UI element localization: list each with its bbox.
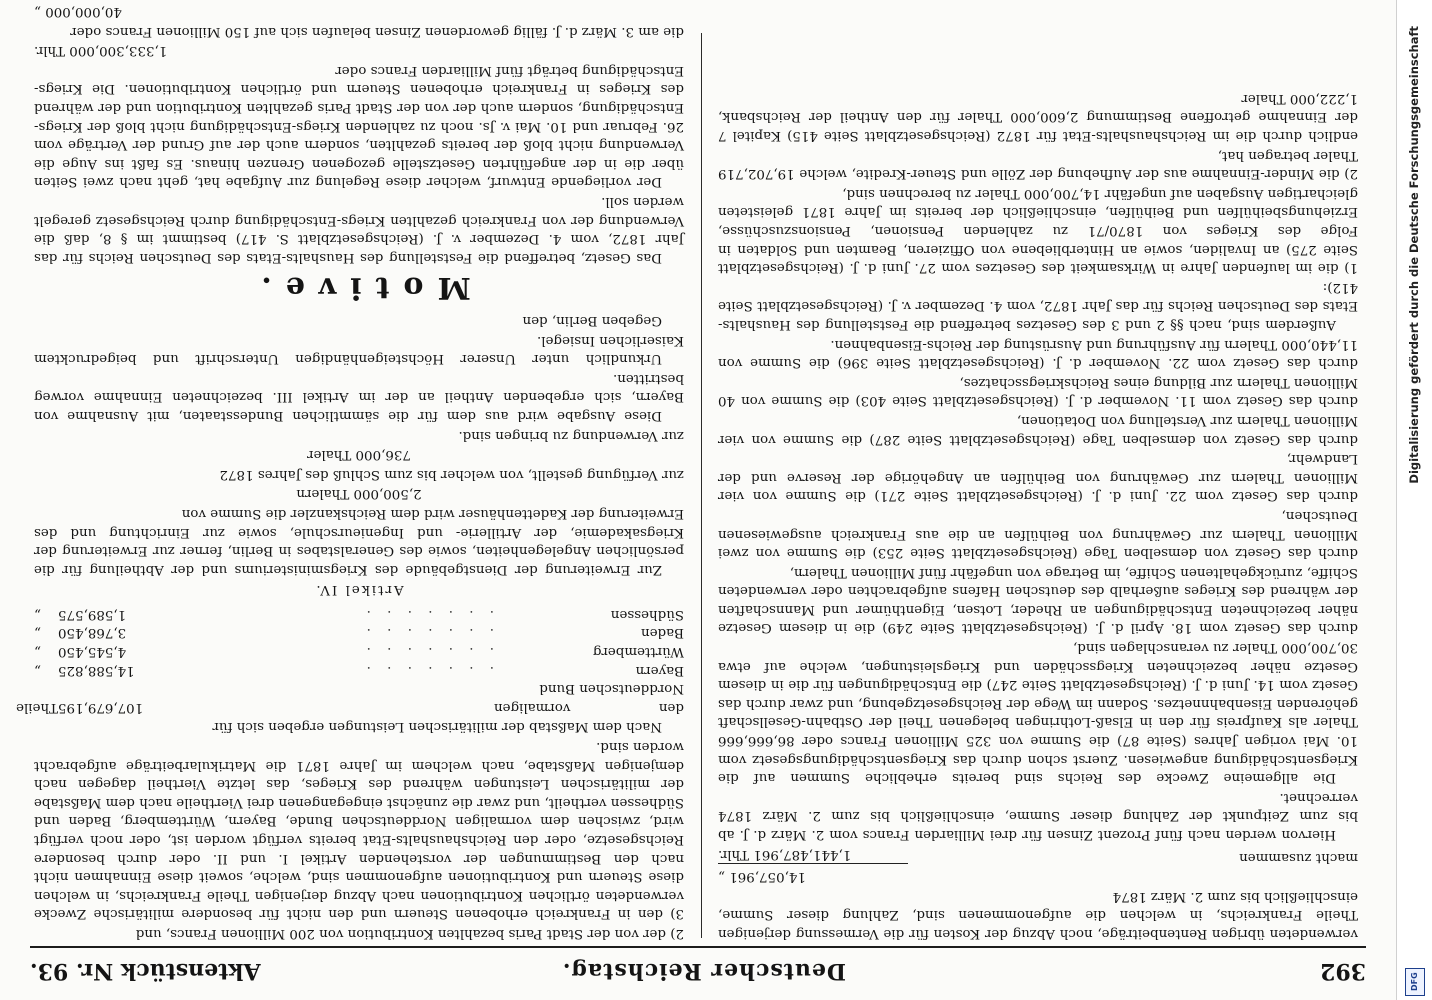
row-value: 107,679,195 — [58, 699, 144, 715]
leader-dots: . . . . . . . — [360, 662, 494, 678]
text-block: Diese Ausgabe wird aus dem für die sämmtlichen Bundesstaaten, mit Ausnahme von Bayern, sich ergebenden Antheil an der im Artikel III. bezeichneten Einnahme vorweg bestritten. — [34, 370, 684, 423]
text-block: durch das Gesetz von demselben Tage (Reichsgesetzblatt Seite 287) die Summe von vier Millionen Thalern zur Verstellung von Dotationen, — [718, 412, 1358, 447]
text-block: 2) die Minder-Einnahme aus der Aufhebung der Zölle und Steuer-Kredite, welche 19,702,719 Thaler betragen hat, — [718, 147, 1358, 182]
allocation-table — [16, 604, 684, 716]
text-block: durch das Gesetz von demselben Tage (Reichsgesetzblatt Seite 253) die Summe von zwei Millionen Thalern zur Gewährung von Beihülfen an die aus Frankreich ausgewiesenen Deutschen, — [718, 507, 1358, 561]
text-block: Gegeben Berlin, den — [522, 313, 662, 328]
row-unit: „ — [34, 662, 41, 678]
row-name: Südhessen — [610, 606, 684, 622]
text-block: Urkundlich unter Unserer Höchsteigenhändigen Unterschrift und beigedrucktem Kaiserlichen Insiegel. — [34, 332, 684, 367]
row-unit: „ — [34, 625, 41, 641]
row-name: Bayern — [635, 662, 684, 678]
row-value: 14,588,825 — [58, 662, 135, 678]
sum-line — [34, 41, 684, 60]
row-unit: „ — [34, 606, 41, 622]
text-block: durch das Gesetz vom 22. Juni d. J. (Reichsgesetzblatt Seite 271) die Summe von vier Millionen Thalern zur Gewährung von Beihülfen an Angehörige der Reserve und der Landwehr, — [718, 451, 1358, 504]
row-value: 4,545,450 — [58, 644, 127, 660]
table-row — [34, 642, 684, 661]
text-block: 2) der von der Stadt Paris bezahlten Kontribution von 200 Millionen Francs, und — [135, 926, 684, 941]
table-row — [34, 660, 684, 679]
amount-line: 2,500,000 Thalern — [296, 486, 422, 502]
text-block: verwendeten übrigen Rentenbeiträge, noch Abzug der Kosten für die Vermessung derjenigen Theile Frankreichs, in welchen die aufgenommenen sind, Zahlung dieser Summe, einschließlich bis zum 2. März 1874 — [718, 888, 1358, 941]
text-block: Die allgemeine Zwecke des Reichs sind bereits erhebliche Summen auf die Kriegsentschädigung angewiesen. Zuerst schon durch das Kriegsentschädigungsgesetz vom 10. Mai vorigen Jahres (Seite 87) die Summe von 325 Millionen Francs oder 86,666,666 Thaler als Kaufpreis für den in Elsaß-Lothringen belegenen Theil der Ostbahn-Gesellschaft gehörenden Eisenbahnnetzes. Sodann im Wege der Reichsgesetzgebung, und zwar durch das Gesetz vom 14. Juni d. J. (Reichsgesetzblatt Seite 247) die Entschädigungen für die in diesem Gesetze näher bezeichneten Kriegsschäden und Kriegsleistungen, welche auf etwa 30,700,000 Thaler zu veranschlagen sind, — [718, 640, 1358, 786]
row-unit: Theile — [16, 699, 58, 715]
sum-line — [718, 867, 1358, 886]
leader-dots — [198, 679, 494, 716]
row-unit: „ — [34, 644, 41, 660]
text-block: die am 3. März d. J. fällig gewordenen Zinsen belaufen sich auf 150 Millionen Francs oder — [70, 23, 684, 39]
text-block: durch das Gesetz vom 22. November d. J. (Reichsgesetzblatt Seite 396) die Summe von 11,440,000 Thalern für Ausführung und Ausrüstung der Reichs-Eisenbahnen. — [718, 336, 1358, 371]
digitization-credit-strip — [1396, 0, 1432, 1000]
row-name: Württemberg — [592, 644, 684, 660]
text-block: Nach dem Maßstab der militärischen Leistungen ergeben sich für — [212, 719, 662, 735]
table-row — [34, 623, 684, 642]
sum-amount: 14,057,961 „ — [718, 869, 806, 885]
text-block: zur Verfügung gestellt, von welcher bis zum Schluß des Jahres 1872 — [219, 466, 684, 482]
column-left-of-page — [16, 0, 684, 942]
sum-amount: 40,000,000 „ — [34, 4, 122, 20]
row-name: den vormaligen Norddeutschen Bund — [494, 681, 684, 715]
text-block: durch das Gesetz vom 18. April d. J. (Reichsgesetzblatt Seite 249) die in diesem Gesetze näher bezeichneten Entschädigungen an Rheder, Lotsen, Eigenthümer und Mannschaften der während des Krieges außerhalb des deutschen Hafens aufgebrachten oder verwendeten Schiffe, zurückgehaltenen Schiffe, im Betrage von ungefähr fünf Millionen Thalern, — [718, 564, 1358, 636]
sum-label: macht zusammen — [1239, 849, 1358, 865]
row-value: 1,589,575 — [58, 606, 127, 622]
page-number: 392 — [1320, 958, 1366, 984]
text-block — [34, 0, 684, 1]
column-divider — [701, 33, 702, 938]
text-block: 1) die im laufenden Jahre in Wirksamkeit des Gesetzes vom 27. Juni d. J. (Reichsgesetzblatt Seite 275) an Invaliden, sowie an Hinterbliebene von Offizieren, Beamten und Soldaten in Folge des Krieges von 1870/71 zu zahlenden Pensionen, Pensionszuschüsse, Erziehungsbeihülfen und Beihülfen, einschließlich der bereits im Jahre 1871 geleisteten gleichartigen Ausgaben auf ungefähr 14,700,000 Thaler zu berechnen sind, — [718, 185, 1358, 276]
text-block: durch das Gesetz vom 11. November d. J. (Reichsgesetzblatt Seite 403) die Summe von 40 Millionen Thalern zur Bildung eines Reichskriegsschatzes, — [718, 374, 1358, 409]
digitization-credit: Digitalisierung gefördert durch die Deutsche Forschungsgemeinschaft — [1407, 26, 1421, 484]
section-heading-motive: Motive. — [247, 270, 471, 306]
text-block: Außerdem sind, nach §§ 2 und 3 des Gesetzes betreffend die Feststellung des Haushalts-Etats des Deutschen Reichs für das Jahr 1872, vom 4. Dezember v. J. (Reichsgesetzblatt Seite 412): — [718, 279, 1358, 332]
article-heading: Artikel IV. — [314, 582, 404, 598]
page-title: Deutscher Reichstag. — [561, 958, 846, 984]
text-block: 3) den in Frankreich erhobenen Steuern und den nicht für besondere militärische Zwecke verwendeten örtlichen Kontributionen nach Abzug derjenigen Theile Frankreichs, in welchen diese Steuern und Kontributionen aufgenommen sind, welche, soweit diese Einnahmen nicht nach den Bestimmungen der vorstehenden Artikel I. und II. oder durch besondere Reichsgesetze, oder den Reichshaushalts-Etat bereits verfügt worden ist, oder noch verfügt wird, zwischen dem vormaligen Norddeutschen Bunde, Bayern, Württemberg, Baden und Südhessen vertheilt, und zwar die zunächst eingegangenen drei Viertheile nach dem Maßstabe der militärischen Leistungen während des Krieges, das letzte Viertheil dagegen nach demjenigen Maßstabe, nach welchem im Jahre 1871 die Matrikularbeiträge aufgebracht worden sind. — [34, 739, 684, 922]
column-right-of-page — [718, 87, 1358, 942]
leader-dots: . . . . . . . — [360, 625, 494, 641]
leader-dots: . . . . . . . — [360, 644, 494, 660]
leader-dots: . . . . . . . — [360, 606, 494, 622]
table-row — [16, 679, 684, 716]
row-value: 3,768,450 — [58, 625, 127, 641]
table-row — [34, 604, 684, 623]
text-block: Der vorliegende Entwurf, welcher diese Regelung zur Aufgabe hat, geht nach zwei Seiten über die in der angeführten Gesetzstelle gezogenen Grenzen hinaus. Es faßt ins Auge die Verwendung nicht bloß der bereits gezahlten, sondern auch der auf Grund der Verträge vom 26. Februar und 10. Mai v. Js. noch zu zahlenden Kriegs-Entschädigung nicht bloß der Kriegs-Entschädigung, sondern auch der von der Stadt Paris gezahlten Kontribution und der während des Krieges in Frankreich erhobenen Steuern und örtlichen Kontributionen. Die Kriegs-Entschädigung beträgt fünf Milliarden Francs oder — [34, 62, 684, 190]
text-block: Zur Erweiterung der Dienstgebäude des Kriegsministeriums und der Abtheilung für die persönlichen Angelegenheiten, sowie des Generalstabes in Berlin, ferner zur Erweiterung der Kriegsakademie, der Artillerie- und Ingenieurschule, sowie zur Einrichtung und des Erweiterung der Kadettenhäuser wird dem Reichskanzler die Summe von — [34, 505, 684, 577]
sum-amount: 1,441,487,961 Thlr. — [718, 844, 908, 864]
document-number: Aktenstück Nr. 93. — [30, 958, 261, 984]
text-block: zur Verwendung zu bringen sind. — [458, 427, 684, 443]
text-block: endlich durch die im Reichshaushalts-Etat für 1872 (Reichsgesetzblatt Seite 415) Kapitel 7 der Einnahme getroffene Bestimmung 2,600,000 Thaler für den Antheil der Reichsbank, 1,222,000 Thaler — [718, 90, 1358, 144]
row-name: Baden — [641, 625, 684, 641]
sum-amount: 1,333,300,000 Thlr. — [34, 43, 168, 59]
dfg-logo-icon: DFG — [1405, 968, 1425, 996]
sum-line — [34, 2, 684, 21]
text-block: Hiervon werden nach fünf Prozent Zinsen für drei Milliarden Francs vom 2. März d. J. ab bis zum Zeitpunkt der Zahlung dieser Summe, einschließlich bis zum 2. März 1874 verrechnet. — [718, 789, 1358, 843]
text-block: Das Gesetz, betreffend die Feststellung des Haushalts-Etats des Deutschen Reichs für das Jahr 1872, vom 4. Dezember v. J. (Reichsgesetzblatt S. 417) bestimmt im § 8, daß die Verwendung der von Frankreich gezahlten Kriegs-Entschädigung durch Reichsgesetz geregelt werden soll. — [34, 194, 684, 265]
page-header — [30, 946, 1366, 988]
sum-line — [718, 844, 1358, 866]
amount-line: 736,000 Thaler — [307, 447, 411, 463]
